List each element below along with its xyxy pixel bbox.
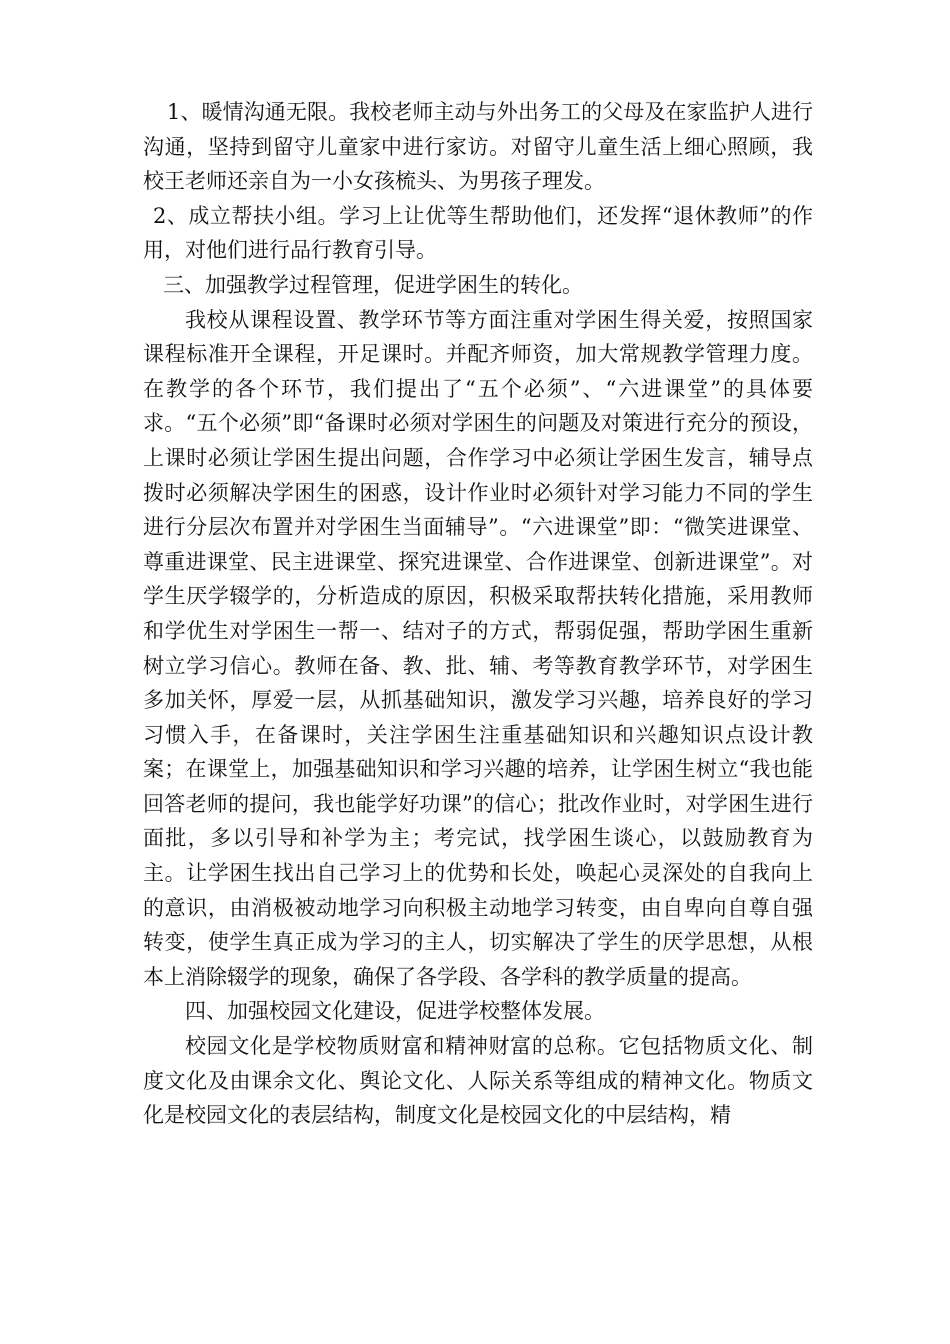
paragraph-campus-culture: 校园文化是学校物质财富和精神财富的总称。它包括物质文化、制度文化及由课余文化、舆论文化、人际关系等组成的精神文化。物质文化是校园文化的表层结构，制度文化是校园文化的中层结构，精 — [143, 1034, 813, 1128]
paragraph-warm-communication: 1、暖情沟通无限。我校老师主动与外出务工的父母及在家监护人进行沟通，坚持到留守儿童家中进行家访。对留守儿童生活上细心照顾，我校王老师还亲自为一小女孩梳头、为男孩子理发。 — [143, 100, 813, 194]
heading-section-4: 四、加强校园文化建设，促进学校整体发展。 — [185, 999, 605, 1024]
paragraph-teaching-management: 我校从课程设置、教学环节等方面注重对学困生得关爱，按照国家课程标准开全课程，开足课时。并配齐师资，加大常规教学管理力度。在教学的各个环节，我们提出了“五个必须”、“六进课堂”的具体要求。“五个必须”即“备课时必须对学困生的问题及对策进行充分的预设，上课时必须让学困生提出问题，合作学习中必须让学困生发言，辅导点拨时必须解决学困生的困惑，设计作业时必须针对学习能力不同的学生进行分层次布置并对学困生当面辅导”。“六进课堂”即：“微笑进课堂、尊重进课堂、民主进课堂、探究进课堂、合作进课堂、创新进课堂”。对学生厌学辍学的，分析造成的原因，积极采取帮扶转化措施，采用教师和学优生对学困生一帮一、结对子的方式，帮弱促强，帮助学困生重新树立学习信心。教师在备、教、批、辅、考等教育教学环节，对学困生多加关怀，厚爱一层，从抓基础知识，激发学习兴趣，培养良好的学习习惯入手，在备课时，关注学困生注重基础知识和兴趣知识点设计教案；在课堂上，加强基础知识和学习兴趣的培养，让学困生树立“我也能回答老师的提问，我也能学好功课”的信心；批改作业时，对学困生进行面批，多以引导和补学为主；考完试，找学困生谈心，以鼓励教育为主。让学困生找出自己学习上的优势和长处，唤起心灵深处的自我向上的意识，由消极被动地学习向积极主动地学习转变，由自卑向自尊自强转变，使学生真正成为学习的主人，切实解决了学生的厌学思想，从根本上消除辍学的现象，确保了各学段、各学科的教学质量的提高。 — [143, 307, 813, 989]
document-body — [143, 95, 813, 1133]
heading-section-3: 三、加强教学过程管理，促进学困生的转化。 — [163, 272, 583, 297]
paragraph-help-group: 2、成立帮扶小组。学习上让优等生帮助他们，还发挥“退休教师”的作用，对他们进行品行教育引导。 — [143, 203, 813, 263]
